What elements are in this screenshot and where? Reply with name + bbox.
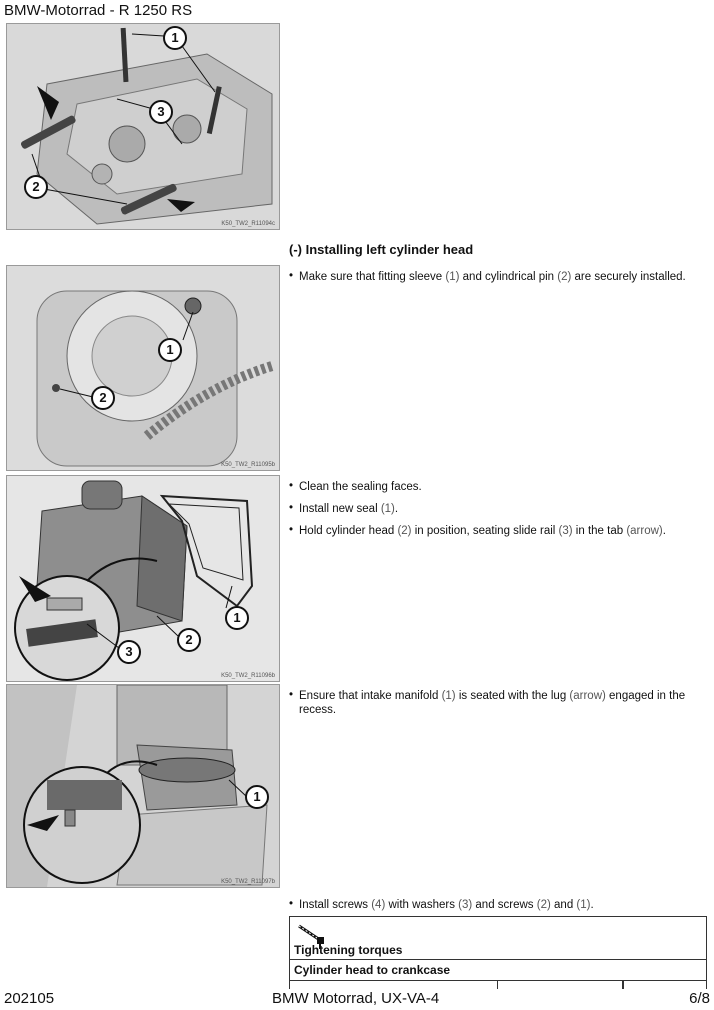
figure-code: K50_TW2_R11096b xyxy=(221,673,275,679)
torque-table-header xyxy=(290,917,706,960)
figure-4-illustration xyxy=(7,685,279,887)
callout-3: 3 xyxy=(117,640,141,664)
callout-2: 2 xyxy=(91,386,115,410)
callout-3: 3 xyxy=(149,100,173,124)
step-list-1 xyxy=(289,270,709,292)
torque-table-title: Tightening torques xyxy=(294,943,403,957)
section-heading: (-) Installing left cylinder head xyxy=(289,242,474,257)
torque-row-label: Cylinder head to crankcase xyxy=(290,960,706,981)
callout-1: 1 xyxy=(158,338,182,362)
callout-1: 1 xyxy=(163,26,187,50)
figure-code: K50_TW2_R11097b xyxy=(221,879,275,885)
callout-1: 1 xyxy=(245,785,269,809)
step-item: • Install new seal (1). xyxy=(289,502,709,516)
figure-seal-cylinder-head xyxy=(6,475,280,682)
figure-3-illustration xyxy=(7,476,279,681)
step-item: • Clean the sealing faces. xyxy=(289,480,709,494)
tightening-torques-table xyxy=(289,916,707,989)
step-item: • Ensure that intake manifold (1) is seated with the lug (arrow) engaged in the recess. xyxy=(289,689,709,717)
figure-code: K50_TW2_R11095b xyxy=(221,462,275,468)
figure-2-illustration xyxy=(7,266,279,470)
step-item: • Make sure that fitting sleeve (1) and cylindrical pin (2) are securely installed. xyxy=(289,270,709,284)
footer-date: 202105 xyxy=(4,990,55,1007)
figure-intake-manifold xyxy=(6,684,280,888)
figure-fitting-sleeve xyxy=(6,265,280,471)
figure-1-illustration xyxy=(7,24,279,229)
callout-1: 1 xyxy=(225,606,249,630)
figure-cylinder-head-pins xyxy=(6,23,280,230)
figure-code: K50_TW2_R11094c xyxy=(221,221,275,227)
footer-document: BMW Motorrad, UX-VA-4 xyxy=(272,990,440,1007)
step-list-3 xyxy=(289,689,709,725)
step-list-2 xyxy=(289,480,709,546)
callout-2: 2 xyxy=(24,175,48,199)
footer-page-number: 6/8 xyxy=(689,990,710,1007)
page-header-title: BMW-Motorrad - R 1250 RS xyxy=(4,2,193,19)
step-item: • Hold cylinder head (2) in position, seating slide rail (3) in the tab (arrow). xyxy=(289,524,709,538)
callout-2: 2 xyxy=(177,628,201,652)
step-item: • Install screws (4) with washers (3) and screws (2) and (1). xyxy=(289,898,709,912)
torque-row-cells xyxy=(290,981,706,989)
